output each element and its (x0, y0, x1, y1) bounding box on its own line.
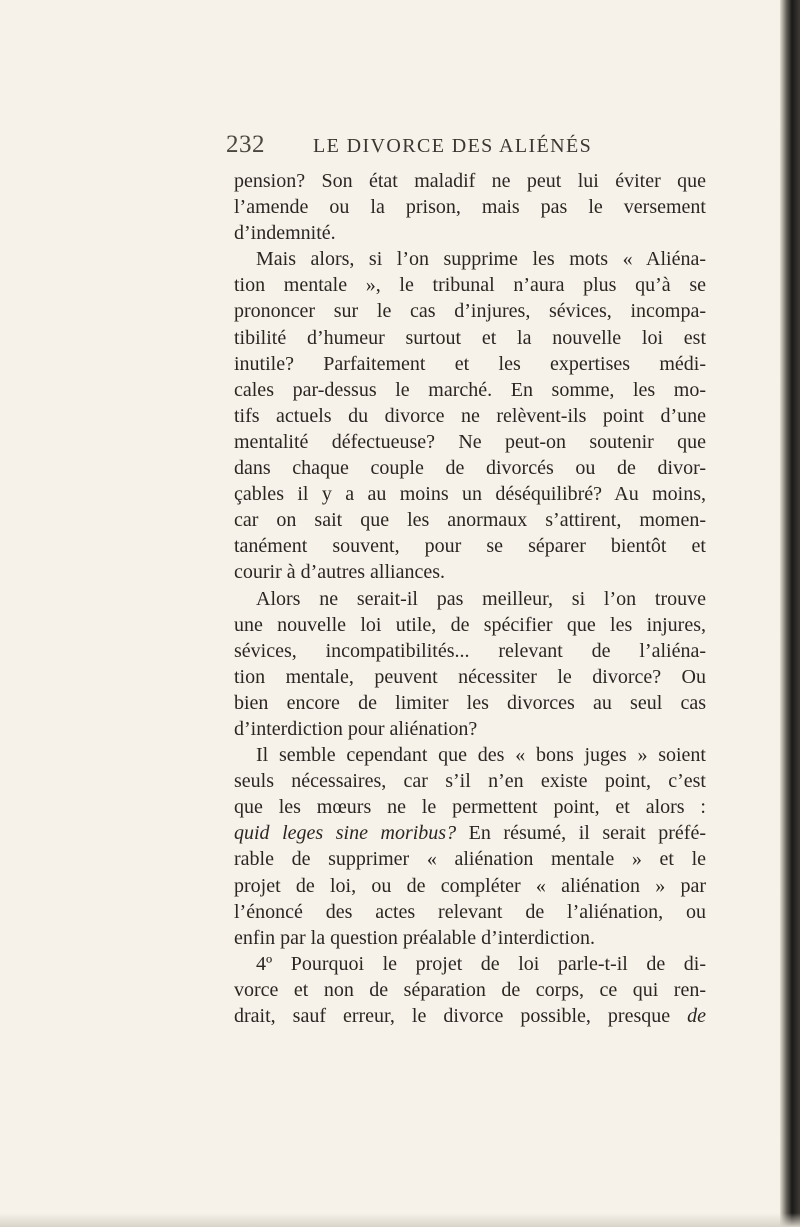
text-line: tion mentale, peuvent nécessiter le divorce? Ou (234, 665, 706, 688)
text-line: çables il y a au moins un déséquilibré? Au moins, (234, 483, 706, 506)
latin-phrase: quid leges sine moribus? (234, 822, 457, 845)
text-line-final (234, 1003, 706, 1029)
text-line: dans chaque couple de divorcés ou de divor- (234, 457, 706, 480)
text-line: tion mentale », le tribunal n’aura plus qu’à se (234, 274, 706, 297)
text-line: courir à d’autres alliances. (234, 561, 446, 584)
text-line: cales par-dessus le marché. En somme, les mo- (234, 378, 706, 401)
text-line: tibilité d’humeur surtout et la nouvelle loi est (234, 326, 706, 349)
page-edge-shadow (780, 0, 800, 1227)
text-line: d’indemnité. (234, 222, 336, 245)
text-line: seuls nécessaires, car s’il n’en existe point, c’est (234, 770, 706, 793)
text-line-start: drait, sauf erreur, le divorce possible, presque (234, 1005, 671, 1027)
text-line: mentalité défectueuse? Ne peut-on soutenir que (234, 430, 706, 453)
text-line: que les mœurs ne le permettent point, et alors : (234, 796, 706, 819)
text-line: 4º Pourquoi le projet de loi parle-t-il de di- (256, 952, 706, 975)
text-line: vorce et non de séparation de corps, ce qui ren- (234, 978, 706, 1001)
text-line: projet de loi, ou de compléter « aliénation » par (234, 874, 706, 897)
running-title: LE DIVORCE DES ALIÉNÉS (313, 135, 593, 157)
text-line: l’énoncé des actes relevant de l’aliénation, ou (234, 900, 706, 923)
page-header (226, 130, 606, 164)
italic-end-word: de (687, 1005, 707, 1027)
text-line: inutile? Parfaitement et les expertises médi- (234, 352, 706, 375)
text-line: car on sait que les anormaux s’attirent, momen- (234, 509, 706, 532)
text-line: Mais alors, si l’on supprime les mots « Aliéna- (256, 248, 706, 271)
text-line: bien encore de limiter les divorces au seul cas (234, 691, 706, 714)
text-line: pension? Son état maladif ne peut lui éviter que (234, 170, 706, 192)
text-line: rable de supprimer « aliénation mentale » et le (234, 848, 706, 871)
text-line: d’interdiction pour aliénation? (234, 717, 478, 740)
body-text (234, 168, 706, 1029)
page-number: 232 (226, 131, 265, 158)
bottom-shadow (0, 1213, 800, 1227)
text-line-with-latin (234, 820, 706, 846)
text-line: tifs actuels du divorce ne relèvent-ils point d’une (234, 404, 706, 427)
text-line: Il semble cependant que des « bons juges » soient (256, 744, 706, 767)
text-line: Alors ne serait-il pas meilleur, si l’on trouve (256, 587, 706, 610)
text-line: sévices, incompatibilités... relevant de l’aliéna- (234, 639, 706, 662)
text-line: enfin par la question préalable d’interdiction. (234, 926, 595, 949)
text-line: prononcer sur le cas d’injures, sévices, incompa- (234, 300, 706, 323)
text-line: une nouvelle loi utile, de spécifier que les injures, (234, 613, 706, 636)
text-line-rest: En résumé, il serait préfé- (468, 822, 706, 845)
text-line: l’amende ou la prison, mais pas le versement (234, 196, 706, 219)
text-line: tanément souvent, pour se séparer bientôt et (234, 535, 706, 558)
